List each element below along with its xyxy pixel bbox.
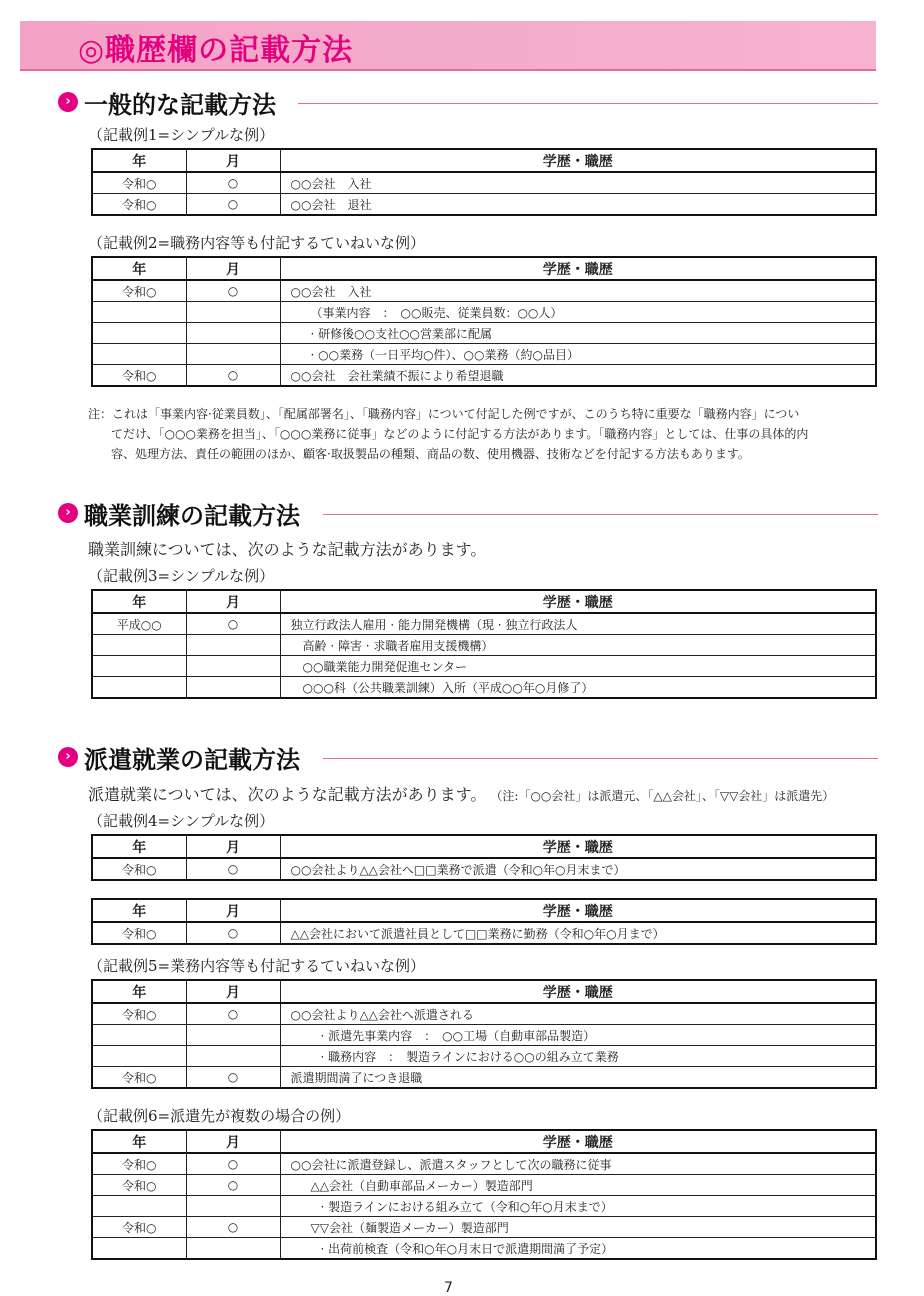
year-cell bbox=[92, 656, 186, 677]
table-row bbox=[92, 172, 876, 194]
column-header-year: 年 bbox=[92, 835, 186, 858]
example-caption-1: （記載例1=シンプルな例） bbox=[88, 126, 275, 144]
section-divider bbox=[298, 103, 878, 104]
history-cell: ○○会社より△△会社へ□□業務で派遣（令和○年○月末まで） bbox=[280, 858, 876, 880]
section-heading-dispatch bbox=[58, 740, 878, 774]
month-cell: ○ bbox=[186, 280, 280, 302]
column-header-year: 年 bbox=[92, 149, 186, 172]
table-row bbox=[92, 194, 876, 216]
year-cell: 令和○ bbox=[92, 1175, 186, 1196]
month-cell bbox=[186, 1196, 280, 1217]
record-table-6 bbox=[91, 1129, 877, 1260]
record-table-3 bbox=[91, 589, 877, 699]
table-row bbox=[92, 922, 876, 944]
table-row bbox=[92, 1003, 876, 1025]
month-cell: ○ bbox=[186, 365, 280, 387]
column-header-month: 月 bbox=[186, 149, 280, 172]
month-cell bbox=[186, 1025, 280, 1046]
month-cell bbox=[186, 635, 280, 656]
section-divider bbox=[323, 758, 878, 759]
arrow-right-circle-icon: › bbox=[58, 92, 78, 112]
history-cell: ○○会社 会社業績不振により希望退職 bbox=[280, 365, 876, 387]
year-cell bbox=[92, 1238, 186, 1260]
history-cell: ○○○科（公共職業訓練）入所（平成○○年○月修了） bbox=[280, 677, 876, 699]
example-caption-3: （記載例3=シンプルな例） bbox=[88, 567, 275, 585]
year-cell bbox=[92, 677, 186, 699]
history-cell: 高齢 · 障害 · 求職者雇用支援機構） bbox=[280, 635, 876, 656]
example-caption-2: （記載例2=職務内容等も付記するていねいな例） bbox=[88, 234, 425, 252]
month-cell: ○ bbox=[186, 858, 280, 880]
record-table-2 bbox=[91, 256, 877, 387]
history-cell: △△会社において派遣社員として□□業務に勤務（令和○年○月まで） bbox=[280, 922, 876, 944]
year-cell: 令和○ bbox=[92, 1153, 186, 1175]
month-cell: ○ bbox=[186, 1175, 280, 1196]
record-table-1 bbox=[91, 148, 877, 216]
year-cell bbox=[92, 1196, 186, 1217]
column-header-history: 学歴・職歴 bbox=[280, 1130, 876, 1153]
table-row bbox=[92, 677, 876, 699]
history-cell: · 職務内容 ： 製造ラインにおける○○の組み立て業務 bbox=[280, 1046, 876, 1067]
year-cell bbox=[92, 302, 186, 323]
table-row bbox=[92, 1238, 876, 1260]
title-banner bbox=[20, 21, 876, 71]
page-number: 7 bbox=[444, 1280, 453, 1296]
month-cell: ○ bbox=[186, 1153, 280, 1175]
history-cell: （事業内容 ： ○○販売、従業員数：○○人） bbox=[280, 302, 876, 323]
example-caption-4: （記載例4=シンプルな例） bbox=[88, 812, 275, 830]
section-title: 派遣就業の記載方法 bbox=[84, 746, 300, 774]
year-cell bbox=[92, 635, 186, 656]
year-cell: 令和○ bbox=[92, 858, 186, 880]
record-table-4b bbox=[91, 898, 877, 945]
year-cell: 平成○○ bbox=[92, 613, 186, 635]
year-cell: 令和○ bbox=[92, 922, 186, 944]
year-cell: 令和○ bbox=[92, 1067, 186, 1089]
history-cell: ○○会社 入社 bbox=[280, 280, 876, 302]
table-row bbox=[92, 656, 876, 677]
month-cell: ○ bbox=[186, 194, 280, 216]
history-cell: ▽▽会社（麺製造メーカー）製造部門 bbox=[280, 1217, 876, 1238]
section-heading-general bbox=[58, 85, 878, 119]
arrow-right-circle-icon: › bbox=[58, 503, 78, 523]
record-table-4a bbox=[91, 834, 877, 881]
table-row bbox=[92, 1196, 876, 1217]
history-cell: ○○会社に派遣登録し、派遣スタッフとして次の職務に従事 bbox=[280, 1153, 876, 1175]
page-title: ◎職歴欄の記載方法 bbox=[78, 33, 354, 68]
table-row bbox=[92, 365, 876, 387]
month-cell: ○ bbox=[186, 1003, 280, 1025]
example-caption-6: （記載例6=派遣先が複数の場合の例） bbox=[88, 1107, 351, 1125]
column-header-history: 学歴・職歴 bbox=[280, 149, 876, 172]
column-header-month: 月 bbox=[186, 980, 280, 1003]
year-cell: 令和○ bbox=[92, 194, 186, 216]
table-row bbox=[92, 1025, 876, 1046]
year-cell bbox=[92, 1025, 186, 1046]
month-cell: ○ bbox=[186, 922, 280, 944]
section-title: 一般的な記載方法 bbox=[84, 91, 276, 119]
column-header-year: 年 bbox=[92, 980, 186, 1003]
history-cell: ○○職業能力開発促進センター bbox=[280, 656, 876, 677]
column-header-year: 年 bbox=[92, 257, 186, 280]
table-row bbox=[92, 280, 876, 302]
column-header-month: 月 bbox=[186, 1130, 280, 1153]
section-heading-training bbox=[58, 496, 878, 530]
year-cell: 令和○ bbox=[92, 1217, 186, 1238]
column-header-month: 月 bbox=[186, 835, 280, 858]
table-row bbox=[92, 1217, 876, 1238]
table-row bbox=[92, 344, 876, 365]
table-row bbox=[92, 1046, 876, 1067]
year-cell: 令和○ bbox=[92, 280, 186, 302]
column-header-history: 学歴・職歴 bbox=[280, 980, 876, 1003]
history-cell: · 出荷前検査（令和○年○月末日で派遣期間満了予定） bbox=[280, 1238, 876, 1260]
column-header-history: 学歴・職歴 bbox=[280, 257, 876, 280]
column-header-history: 学歴・職歴 bbox=[280, 590, 876, 613]
history-cell: 独立行政法人雇用 · 能力開発機構（現 · 独立行政法人 bbox=[280, 613, 876, 635]
table-row bbox=[92, 635, 876, 656]
table-row bbox=[92, 613, 876, 635]
note-line: 容、処理方法、責任の範囲のほか、顧客·取扱製品の種類、商品の数、使用機器、技術などを付記する方法もあります。 bbox=[111, 447, 750, 461]
column-header-month: 月 bbox=[186, 899, 280, 922]
history-cell: · ○○業務（一日平均○件）、○○業務（約○品目） bbox=[280, 344, 876, 365]
column-header-year: 年 bbox=[92, 899, 186, 922]
column-header-month: 月 bbox=[186, 257, 280, 280]
dispatch-paragraph-note: （注:「○○会社」は派遣元、「△△会社」、「▽▽会社」は派遣先） bbox=[496, 789, 835, 803]
year-cell: 令和○ bbox=[92, 1003, 186, 1025]
month-cell bbox=[186, 344, 280, 365]
dispatch-paragraph-text: 派遣就業については、次のような記載方法があります。 bbox=[88, 785, 487, 804]
history-cell: △△会社（自動車部品メーカー）製造部門 bbox=[280, 1175, 876, 1196]
history-cell: ○○会社 入社 bbox=[280, 172, 876, 194]
arrow-right-circle-icon: › bbox=[58, 747, 78, 767]
history-cell: ○○会社 退社 bbox=[280, 194, 876, 216]
table-row bbox=[92, 1175, 876, 1196]
year-cell: 令和○ bbox=[92, 172, 186, 194]
year-cell bbox=[92, 1046, 186, 1067]
table-row bbox=[92, 302, 876, 323]
record-table-5 bbox=[91, 979, 877, 1089]
note-line: 注：これは「事業内容·従業員数」、「配属部署名」、「職務内容」について付記した例ですが、このうち特に重要な「職務内容」につい bbox=[88, 407, 800, 421]
column-header-history: 学歴・職歴 bbox=[280, 835, 876, 858]
table-row bbox=[92, 1067, 876, 1089]
column-header-year: 年 bbox=[92, 590, 186, 613]
table-row bbox=[92, 323, 876, 344]
section-divider bbox=[323, 514, 878, 515]
month-cell bbox=[186, 656, 280, 677]
table-row bbox=[92, 858, 876, 880]
history-cell: 派遣期間満了につき退職 bbox=[280, 1067, 876, 1089]
month-cell: ○ bbox=[186, 172, 280, 194]
month-cell bbox=[186, 1238, 280, 1260]
section-title: 職業訓練の記載方法 bbox=[84, 502, 300, 530]
explanatory-note bbox=[88, 404, 880, 464]
example-caption-5: （記載例5=業務内容等も付記するていねいな例） bbox=[88, 957, 425, 975]
history-cell: · 研修後○○支社○○営業部に配属 bbox=[280, 323, 876, 344]
column-header-year: 年 bbox=[92, 1130, 186, 1153]
month-cell bbox=[186, 677, 280, 699]
training-paragraph: 職業訓練については、次のような記載方法があります。 bbox=[88, 540, 487, 559]
history-cell: · 派遣先事業内容 ： ○○工場（自動車部品製造） bbox=[280, 1025, 876, 1046]
year-cell bbox=[92, 344, 186, 365]
history-cell: ○○会社より△△会社へ派遣される bbox=[280, 1003, 876, 1025]
month-cell: ○ bbox=[186, 1067, 280, 1089]
dispatch-paragraph bbox=[88, 782, 834, 805]
year-cell bbox=[92, 323, 186, 344]
column-header-history: 学歴・職歴 bbox=[280, 899, 876, 922]
year-cell: 令和○ bbox=[92, 365, 186, 387]
column-header-month: 月 bbox=[186, 590, 280, 613]
history-cell: · 製造ラインにおける組み立て（令和○年○月末まで） bbox=[280, 1196, 876, 1217]
month-cell: ○ bbox=[186, 1217, 280, 1238]
month-cell bbox=[186, 1046, 280, 1067]
month-cell: ○ bbox=[186, 613, 280, 635]
table-row bbox=[92, 1153, 876, 1175]
month-cell bbox=[186, 323, 280, 344]
month-cell bbox=[186, 302, 280, 323]
note-line: てだけ、「○○○業務を担当」、「○○○業務に従事」などのように付記する方法があります。「職務内容」としては、仕事の具体的内 bbox=[111, 427, 809, 441]
